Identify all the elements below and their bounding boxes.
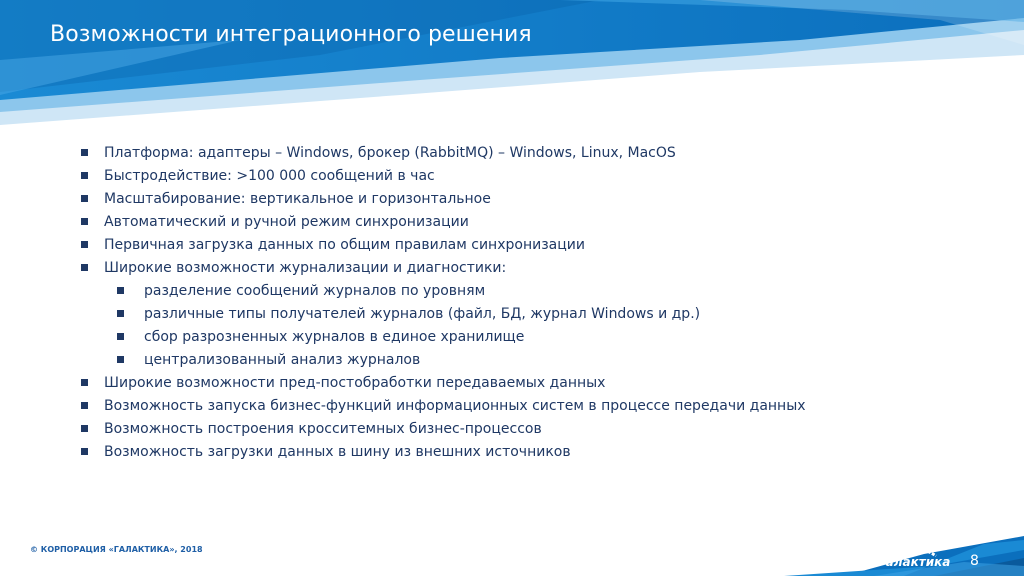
square-bullet-icon	[81, 379, 88, 386]
bullet-text: Возможность построения кросситемных бизнес-процессов	[104, 421, 542, 437]
bullet-text: Быстродействие: >100 000 сообщений в час	[104, 168, 435, 184]
bullet-item	[80, 259, 806, 282]
bullet-item	[80, 190, 806, 213]
page-number: 8	[970, 553, 979, 569]
square-bullet-icon	[81, 425, 88, 432]
square-bullet-icon	[81, 448, 88, 455]
sub-bullet-item	[80, 351, 806, 374]
sub-bullet-item	[80, 328, 806, 351]
bullet-text: Широкие возможности пред-постобработки передаваемых данных	[104, 375, 606, 391]
bullet-item	[80, 420, 806, 443]
square-bullet-icon	[81, 149, 88, 156]
bullet-item	[80, 374, 806, 397]
sub-bullet-text: разделение сообщений журналов по уровням	[144, 283, 486, 299]
bullet-text: Первичная загрузка данных по общим правилам синхронизации	[104, 237, 585, 253]
sub-bullet-text: различные типы получателей журналов (файл, БД, журнал Windows и др.)	[144, 306, 701, 322]
bullet-item	[80, 397, 806, 420]
square-bullet-icon	[117, 333, 124, 340]
bullet-text: Возможность запуска бизнес-функций информационных систем в процессе передачи данных	[104, 398, 806, 414]
bullet-item	[80, 236, 806, 259]
sub-bullet-text: централизованный анализ журналов	[144, 352, 421, 368]
logo-text: Галактика	[878, 555, 951, 569]
square-bullet-icon	[117, 356, 124, 363]
bullet-text: Масштабирование: вертикальное и горизонтальное	[104, 191, 491, 207]
sub-bullet-text: сбор разрозненных журналов в единое хранилище	[144, 329, 525, 345]
footer-copyright: © КОРПОРАЦИЯ «ГАЛАКТИКА», 2018	[30, 545, 203, 554]
bullet-list	[80, 144, 806, 466]
bullet-text: Автоматический и ручной режим синхронизации	[104, 214, 469, 230]
bullet-text: Возможность загрузки данных в шину из внешних источников	[104, 444, 571, 460]
square-bullet-icon	[117, 310, 124, 317]
square-bullet-icon	[81, 218, 88, 225]
square-bullet-icon	[81, 172, 88, 179]
square-bullet-icon	[81, 195, 88, 202]
bullet-item	[80, 213, 806, 236]
slide-title: Возможности интеграционного решения	[50, 22, 532, 47]
bullet-text: Широкие возможности журнализации и диагностики:	[104, 260, 507, 276]
square-bullet-icon	[81, 402, 88, 409]
galaktika-logo	[878, 545, 956, 571]
bullet-text: Платформа: адаптеры – Windows, брокер (RabbitMQ) – Windows, Linux, MacOS	[104, 145, 676, 161]
sub-bullet-item	[80, 282, 806, 305]
square-bullet-icon	[81, 241, 88, 248]
bullet-item	[80, 167, 806, 190]
square-bullet-icon	[81, 264, 88, 271]
bullet-item	[80, 443, 806, 466]
bullet-item	[80, 144, 806, 167]
sub-bullet-item	[80, 305, 806, 328]
header-background	[0, 0, 1024, 125]
square-bullet-icon	[117, 287, 124, 294]
